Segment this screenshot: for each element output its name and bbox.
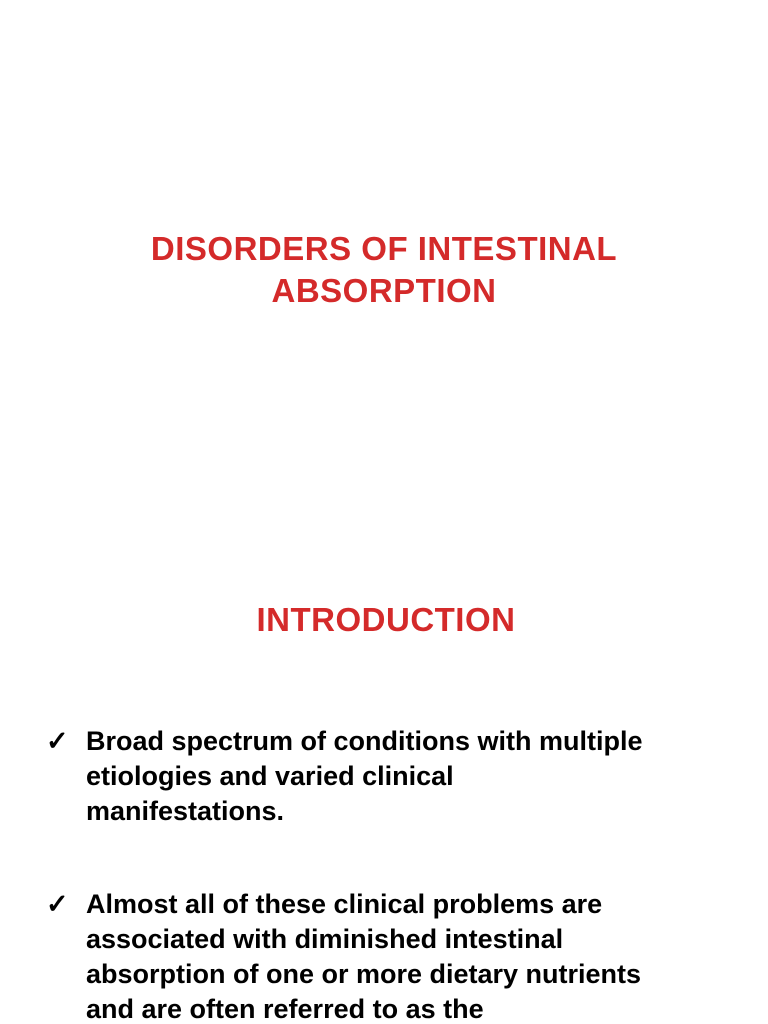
bullet-list <box>46 724 746 1024</box>
section-heading: INTRODUCTION <box>256 601 516 638</box>
check-icon: ✓ <box>46 889 69 919</box>
bullet-text-line: associated with diminished intestinal <box>86 924 564 954</box>
bullet-text-line: absorption of one or more dietary nutrients <box>86 959 642 989</box>
check-icon: ✓ <box>46 726 69 756</box>
slide-title-line: DISORDERS OF INTESTINAL <box>150 230 618 267</box>
bullet-text-line: Almost all of these clinical problems are <box>86 889 603 919</box>
list-item <box>46 724 746 829</box>
bullet-text-line: and are often referred to as the <box>86 994 484 1024</box>
bullet-text-line: manifestations. <box>86 796 285 826</box>
slide-title-line: ABSORPTION <box>271 272 497 309</box>
bullet-text-line: etiologies and varied clinical <box>86 761 454 791</box>
slide-title <box>0 228 768 312</box>
list-item <box>46 887 746 1024</box>
bullet-text-line: Broad spectrum of conditions with multiple <box>86 726 643 756</box>
